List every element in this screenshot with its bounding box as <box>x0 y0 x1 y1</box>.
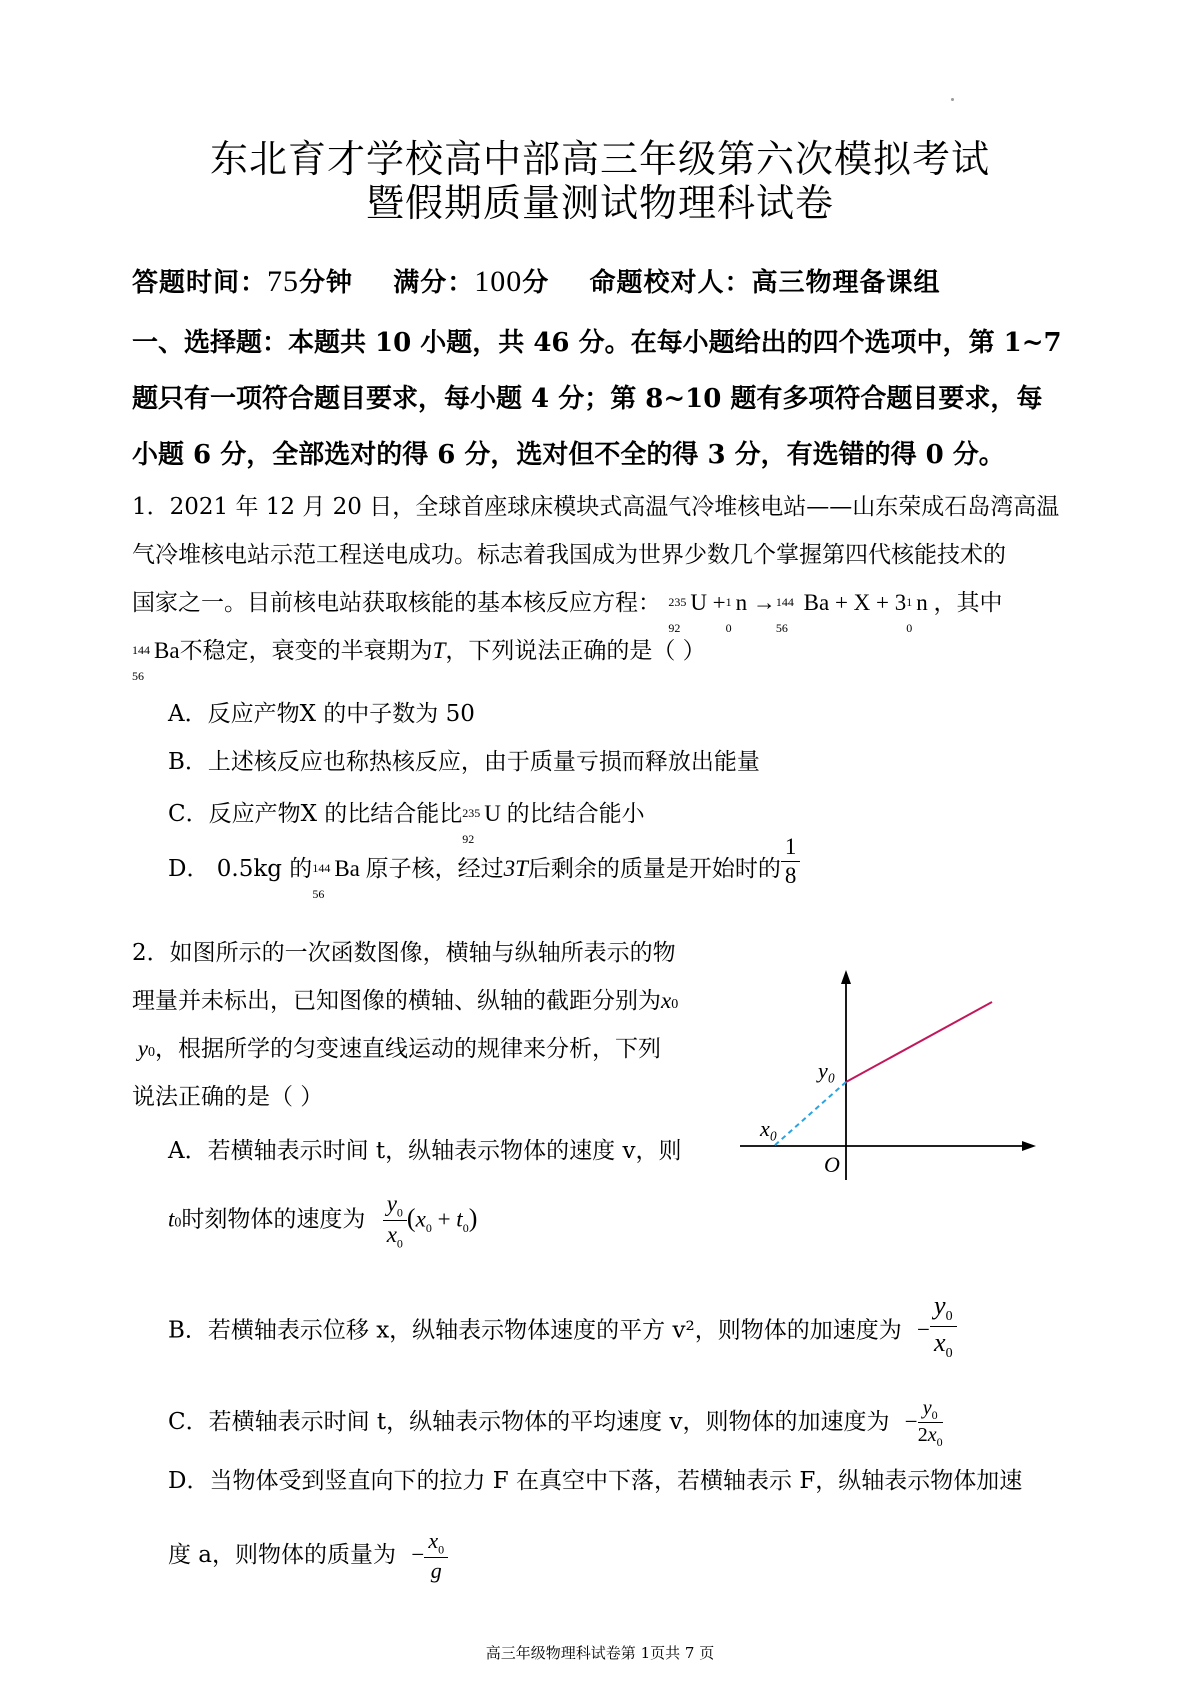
page-footer: 高三年级物理科试卷第 1页共 7 页 <box>485 1644 715 1662</box>
q1-line-4: 144 56 Ba不稳定，衰变的半衰期为T，下列说法正确的是（ ） <box>132 638 706 683</box>
q1-line-3-end: ，其中 <box>933 590 1003 616</box>
q2-line-2: 理量并未标出，已知图像的横轴、纵轴的截距分别为x0 <box>132 988 679 1014</box>
author-label: 命题校对人： <box>589 268 752 298</box>
y-axis-arrow <box>841 970 851 984</box>
q2-option-c-text: C．若横轴表示时间 t，纵轴表示物体的平均速度 v，则物体的加速度为 <box>168 1408 890 1435</box>
graph-dashed-extension <box>774 1082 846 1146</box>
q1-line-3-text: 国家之一。目前核电站获取核能的基本核反应方程： <box>132 590 661 616</box>
q1-line-2: 气冷堆核电站示范工程送电成功。标志着我国成为世界少数几个掌握第四代核能技术的 <box>132 542 1006 568</box>
frac-neg-y0-2x0: $\frac{y_0}{2x_0}$ <box>917 1397 943 1450</box>
half-life-symbol: T <box>432 638 446 663</box>
q1-option-d-text: D． 0.5kg 的 <box>168 856 313 882</box>
fraction-one-eighth <box>781 833 801 889</box>
q1-line-4-text: 不稳定，衰变的半衰期为 <box>179 638 433 664</box>
nuclear-equation: 235 92 U + 1 0 n → 144 56 Ba + X + 3 1 0 n <box>668 590 934 635</box>
frac-y0-x0: $\frac{y_0}{x_0}$ <box>383 1190 407 1251</box>
title-line-2: 暨假期质量测试物理科试卷 <box>365 181 834 225</box>
q1-option-b: B．上述核反应也称热核反应，由于质量亏损而释放出能量 <box>168 749 760 775</box>
section-instructions-line-1: 一、选择题：本题共 10 小题，共 46 分。在每小题给出的四个选项中，第 1~7 <box>132 328 1062 358</box>
q2-option-d-text: 度 a，则物体的质量为 <box>168 1542 397 1569</box>
q1-option-c-end: 的比结合能小 <box>506 801 645 827</box>
graph-line <box>846 1002 992 1082</box>
q1-option-d-end: 后剩余的质量是开始时的 <box>527 856 781 882</box>
exam-meta <box>132 262 941 299</box>
score-unit: 分 <box>522 268 550 298</box>
q2-line-2-text: 理量并未标出，已知图像的横轴、纵轴的截距分别为 <box>132 988 661 1014</box>
q2-option-d-line-1: D．当物体受到竖直向下的拉力 F 在真空中下落，若横轴表示 F，纵轴表示物体加速 <box>168 1468 1023 1494</box>
section-instructions-line-3: 小题 6 分，全部选对的得 6 分，选对但不全的得 3 分，有选错的得 0 分。 <box>132 440 1005 470</box>
frac-den: 8 <box>784 862 797 888</box>
q2-line-3: y0，根据所学的匀变速直线运动的规律来分析，下列 <box>132 1036 661 1062</box>
author-value: 高三物理备课组 <box>751 268 941 298</box>
q1-line-3 <box>132 584 1003 635</box>
score-label: 满分： <box>393 268 475 298</box>
q1-option-d-mid: 原子核，经过 <box>365 856 504 882</box>
q1-option-c: C．反应产物X 的比结合能比 235 92 U 的比结合能小 <box>168 801 645 846</box>
q1-option-a: A．反应产物X 的中子数为 50 <box>168 701 475 727</box>
q2-option-d-line-2: 度 a，则物体的质量为 − $\frac{x_0}{g}$ <box>168 1528 448 1584</box>
q1-line-1: 1．2021 年 12 月 20 日，全球首座球床模块式高温气冷堆核电站——山东荣成石岛湾高温 <box>132 494 1060 520</box>
q1-line-4-end: ，下列说法正确的是（ ） <box>445 638 706 664</box>
x-axis-arrow <box>1022 1141 1036 1151</box>
linear-function-graph <box>730 960 1050 1190</box>
frac-neg-x0-g: $\frac{x_0}{g}$ <box>424 1528 448 1584</box>
q2-option-b: B．若横轴表示位移 x，纵轴表示物体速度的平方 v²，则物体的加速度为 − $\frac{y_0}{x_0}$ <box>168 1300 957 1363</box>
label-x0: x₀ <box>760 1116 778 1141</box>
title-line-1: 东北育才学校高中部高三年级第六次模拟考试 <box>209 137 990 181</box>
q2-option-a-line-1: A．若横轴表示时间 t，纵轴表示物体的速度 v，则 <box>168 1138 682 1164</box>
q2-option-a-line-2: t0时刻物体的速度为 $\frac{y_0}{x_0}$ $(x_0 + t_0)$ <box>168 1191 478 1251</box>
q2-option-b-text: B．若横轴表示位移 x，纵轴表示物体速度的平方 v²，则物体的加速度为 <box>168 1317 902 1344</box>
q2-option-c: C．若横轴表示时间 t，纵轴表示物体的平均速度 v，则物体的加速度为 − $\frac{y_0}{2x_0}$ <box>168 1397 943 1450</box>
q2-line-4: 说法正确的是（ ） <box>132 1084 324 1110</box>
time-unit: 分钟 <box>299 268 354 298</box>
frac-num: 1 <box>781 833 801 862</box>
q1-option-d: D． 0.5kg 的 144 56 Ba 原子核，经过3T后剩余的质量是开始时的 $\frac{1}{8}$ <box>168 850 800 889</box>
q2-option-a-text: 时刻物体的速度为 <box>181 1206 366 1233</box>
score-value: 100 <box>474 265 523 298</box>
scan-dot <box>951 98 954 101</box>
section-instructions-line-2: 题只有一项符合题目要求，每小题 4 分；第 8~10 题有多项符合题目要求，每 <box>132 384 1043 414</box>
q2-line-1: 2．如图所示的一次函数图像，横轴与纵轴所表示的物 <box>132 940 676 966</box>
time-label: 答题时间： <box>132 268 268 298</box>
q1-option-c-text: C．反应产物X 的比结合能比 <box>168 801 463 827</box>
label-origin: O <box>824 1152 840 1177</box>
time-value: 75 <box>267 265 300 298</box>
q2-line-3-text: ，根据所学的匀变速直线运动的规律来分析，下列 <box>154 1036 661 1062</box>
label-y0: y₀ <box>818 1058 836 1083</box>
frac-neg-y0-x0: $\frac{y_0}{x_0}$ <box>930 1290 957 1363</box>
q1-option-d-3t: 3T <box>503 856 528 881</box>
